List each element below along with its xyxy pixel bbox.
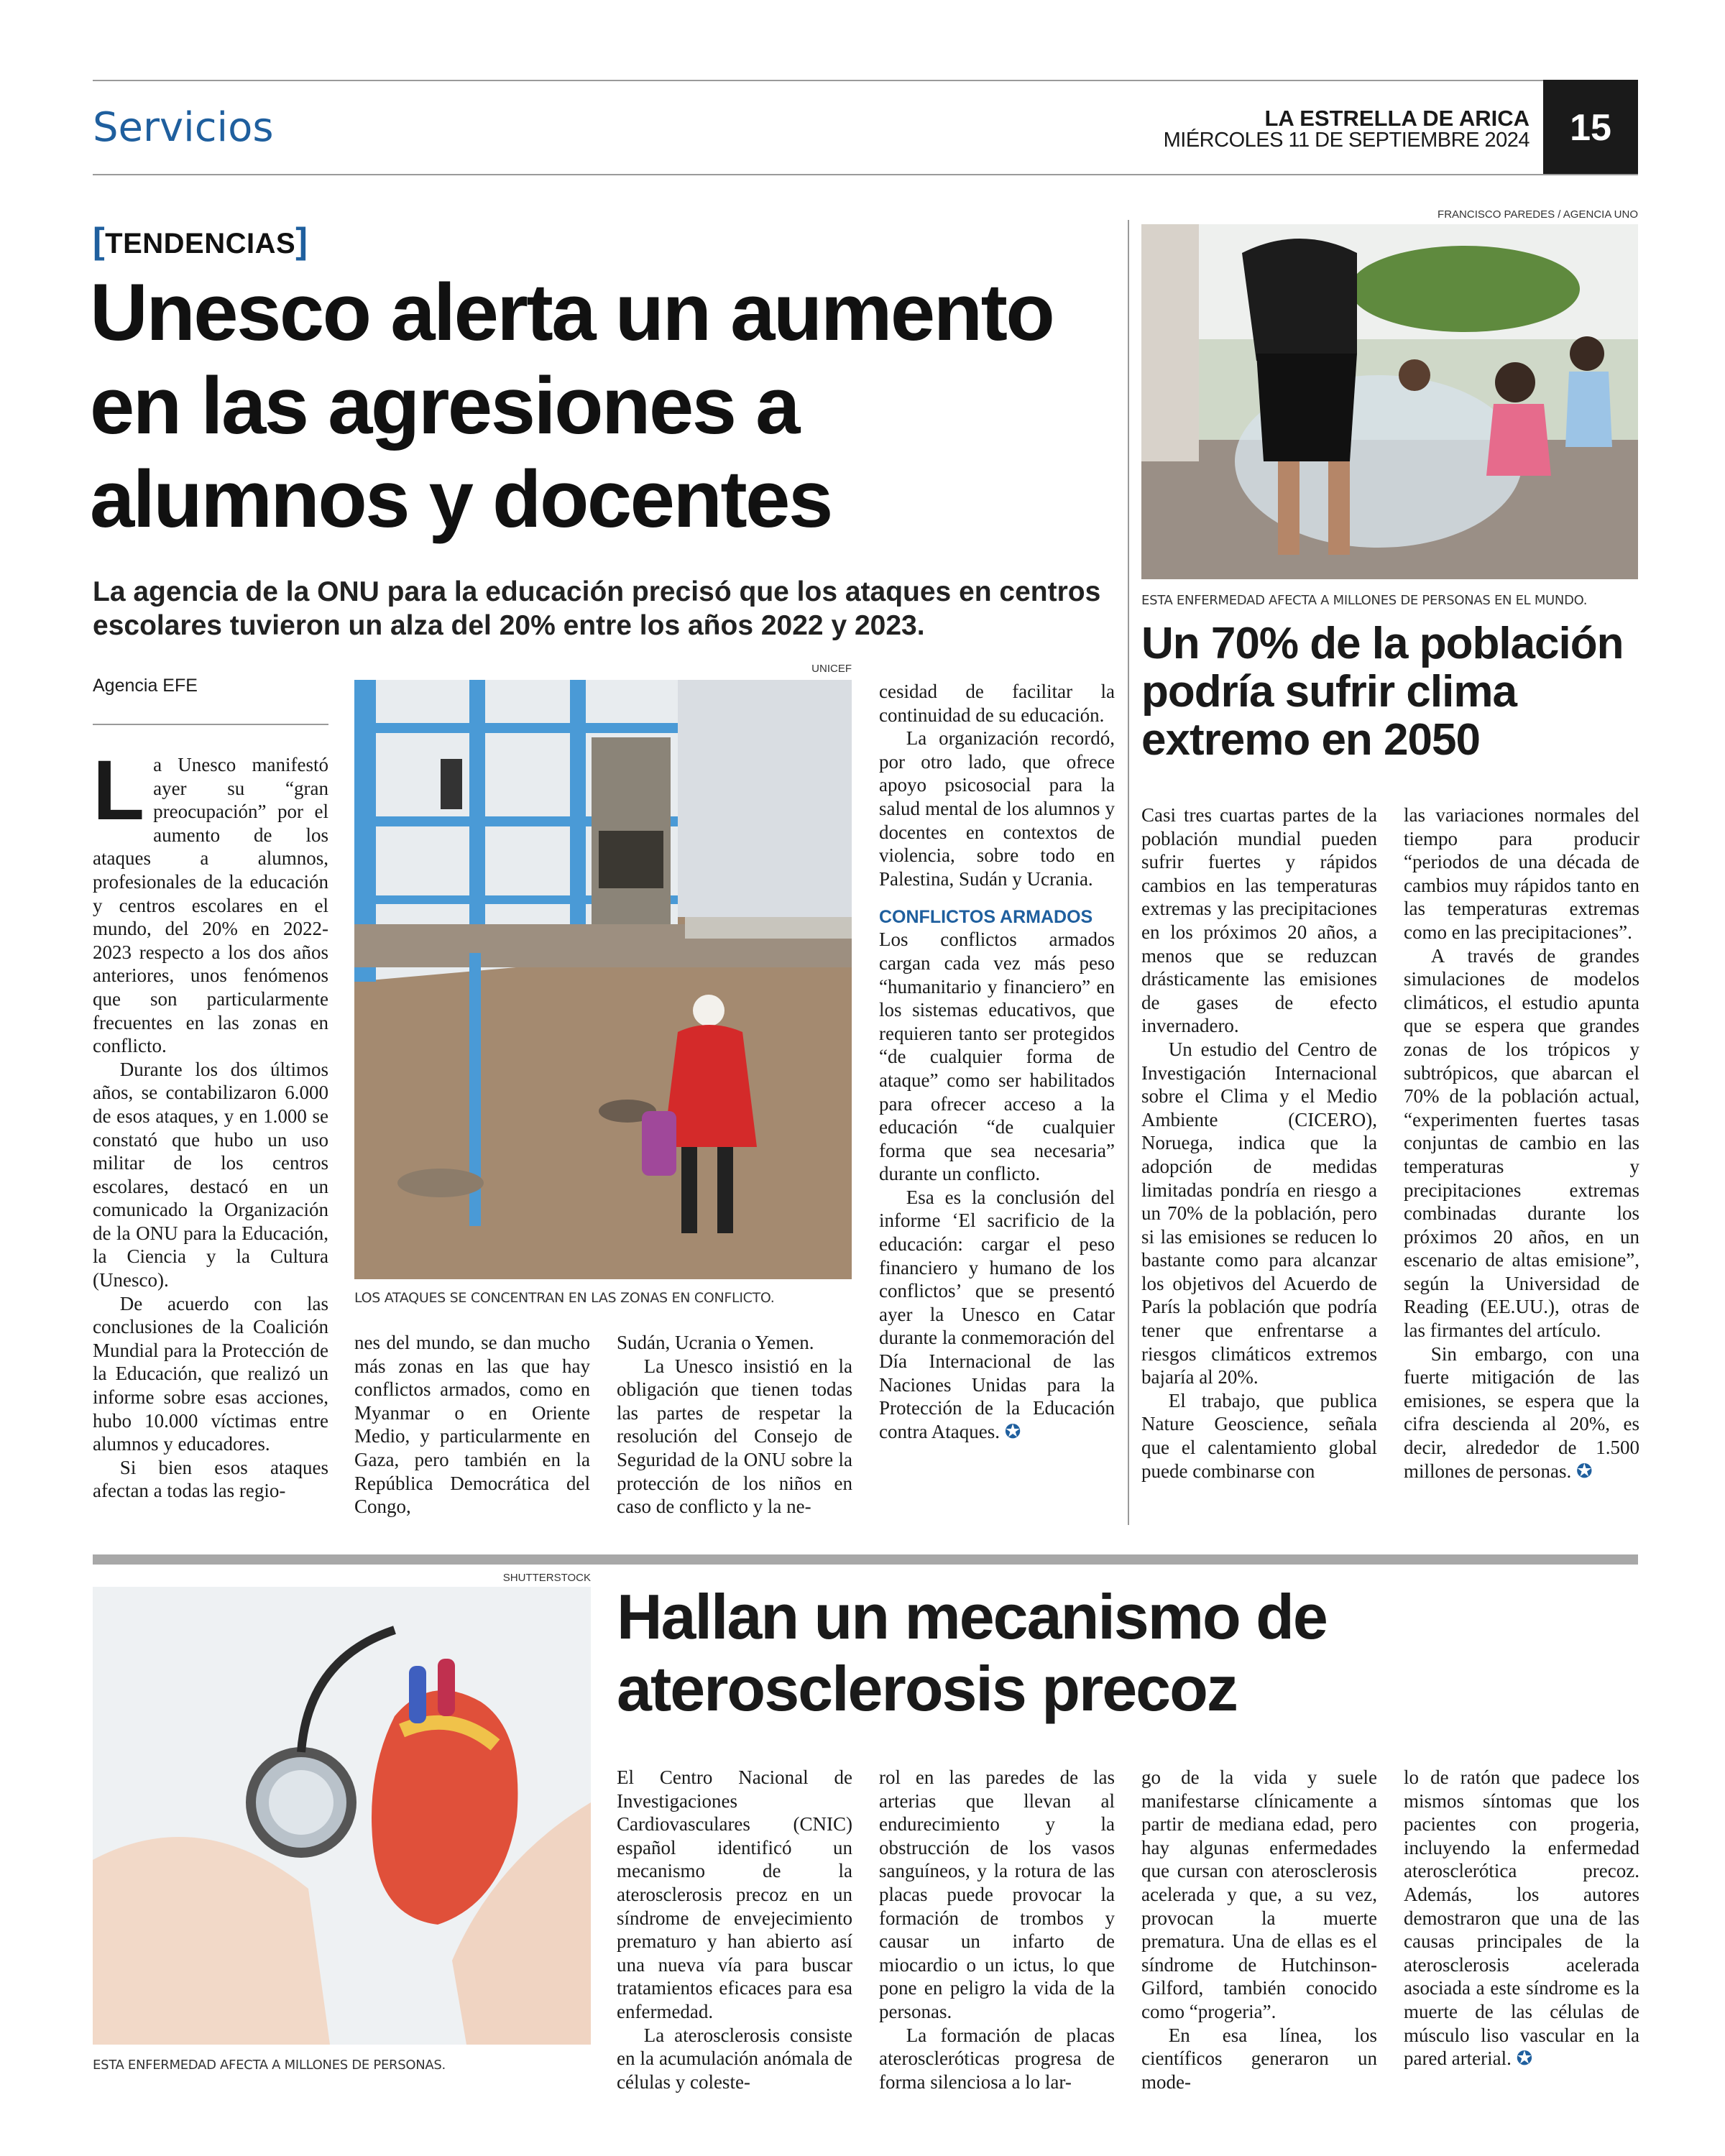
article2-column-2 [1404, 803, 1639, 1483]
article1-column-2 [354, 1331, 590, 1519]
masthead [1164, 108, 1530, 151]
paragraph: De acuerdo con las conclusiones de la Coalición Mundial para la Protección de la Educación, que realizó un informe sobre esas acciones, hubo 10.000 víctimas entre alumnos y educadores. [93, 1292, 328, 1455]
column-divider [1128, 220, 1129, 1525]
kicker: [TENDENCIAS] [93, 221, 308, 261]
paragraph: go de la vida y suele manifestarse clínicamente a partir de mediana edad, pero hay algunas enfermedades que cursan con aterosclerosis acelerada y que, a su vez, provocan la muerte prematura. Una de ellas es el síndrome de Hutchinson-Gilford, también conocido como “progeria”. [1141, 1766, 1377, 2022]
headline-line: Hallan un mecanismo de [617, 1581, 1327, 1652]
article3-column-3 [1141, 1766, 1377, 2093]
headline-line: extremo en 2050 [1141, 715, 1480, 765]
paragraph: La Unesco insistió en la obligación que tienen todas las partes de respetar la resolución del Consejo de Seguridad de la ONU sobre la protección de los niños en caso de conflicto y la ne- [617, 1355, 852, 1518]
subheading: CONFLICTOS ARMADOS [879, 907, 1093, 928]
paragraph: a Unesco manifestó ayer su “gran preocupación” por el aumento de los ataques a alumnos, profesionales de la educación y centros escolares en el mundo, del 20% en 2022-2023 respecto a los dos años anteriores, unos fenómenos que son particularmente frecuentes en las zonas en conflicto. [93, 754, 328, 1057]
article1-column-3 [617, 1331, 852, 1519]
photo-caption: ESTA ENFERMEDAD AFECTA A MILLONES DE PERSONAS. [93, 2058, 446, 2073]
deck: La agencia de la ONU para la educación precisó que los ataques en centros escolares tuvieron un alza del 20% entre los años 2022 y 2023. [93, 576, 1101, 641]
paragraph: Los conflictos armados cargan cada vez más peso “humanitario y financiero” en los sistemas educativos, que requieren tanto ser protegidos “de cualquier forma de ataque” como ser habilitados para ofrecer acceso a la educación “de cualquier forma que sea necesaria” durante un conflicto. [879, 929, 1115, 1185]
headline-line: podría sufrir clima [1141, 667, 1517, 717]
paragraph: Sin embargo, con una fuerte mitigación de las emisiones, se espera que la cifra descienda al 20%, es decir, alrededor de 1.500 millones de personas. [1404, 1342, 1639, 1482]
top-rule [93, 80, 1638, 81]
paragraph: las variaciones normales del tiempo para producir “periodos de una década de cambios muy rápidos tanto en las temperaturas extremas como en las precipitaciones”. [1404, 804, 1639, 943]
paragraph: En esa línea, los científicos generaron un mode- [1141, 2024, 1377, 2093]
byline: Agencia EFE [93, 676, 198, 696]
paragraph: lo de ratón que padece los mismos síntomas que los pacientes con progeria, incluyendo la enfermedad aterosclerótica precoz. Además, los autores demostraron que una de las causas principales de la aterosclerosis acelerada asociada a este síndrome es la muerte de las células de músculo liso vascular en la pared arterial. [1404, 1766, 1639, 2070]
photo-credit: SHUTTERSTOCK [502, 1572, 591, 1584]
newspaper-name: LA ESTRELLA DE ARICA [1264, 106, 1530, 131]
paragraph: Sudán, Ucrania o Yemen. [617, 1332, 814, 1353]
end-mark-icon: ✪ [1516, 2047, 1533, 2070]
headline [90, 266, 1053, 546]
byline-rule [93, 724, 328, 725]
paragraph: El Centro Nacional de Investigaciones Cardiovasculares (CNIC) español identificó un mecanismo de la aterosclerosis precoz en un síndrome de envejecimiento prematuro y han abierto así una nueva vía para buscar tratamientos eficaces para esa enfermedad. [617, 1766, 852, 2022]
headline-line: aterosclerosis precoz [617, 1653, 1237, 1724]
headline [617, 1581, 1327, 1725]
school-ruins-photo [354, 680, 852, 1279]
header-rule [93, 174, 1638, 175]
headline [1141, 619, 1623, 764]
photo-credit: FRANCISCO PAREDES / AGENCIA UNO [1438, 208, 1638, 221]
article3-column-4 [1404, 1766, 1639, 2071]
paragraph: Casi tres cuartas partes de la población mundial pueden sufrir fuertes y rápidos cambios en las temperaturas extremas y las precipitaciones en los próximos 20 años, a menos que se reduzcan drásticamente las emisiones de gases de efecto invernadero. [1141, 804, 1377, 1037]
headline-line: Un 70% de la población [1141, 619, 1624, 668]
headline-line: en las agresiones a [90, 361, 799, 451]
article2-column-1 [1141, 803, 1377, 1483]
article3-column-2 [879, 1766, 1115, 2093]
article1-column-1 [93, 743, 328, 1503]
drop-cap: L [93, 743, 145, 838]
headline-line: alumnos y docentes [90, 454, 832, 544]
paragraph: Esa es la conclusión del informe ‘El sacrificio de la educación: cargar el peso financiero y humano de los conflictos’ que se presentó ayer la Unesco en Catar durante la conmemoración del Día Internacional de las Naciones Unidas para la Protección de la Educación contra Ataques. [879, 1186, 1115, 1442]
end-mark-icon: ✪ [1004, 1420, 1021, 1443]
article1-column-4 [879, 680, 1115, 1444]
issue-date: MIÉRCOLES 11 DE SEPTIEMBRE 2024 [1163, 129, 1530, 152]
section-separator [93, 1554, 1638, 1565]
headline-line: Unesco alerta un aumento [90, 267, 1054, 357]
children-fountain-photo [1141, 224, 1638, 579]
paragraph: Si bien esos ataques afectan a todas las regio- [93, 1456, 328, 1502]
photo-credit: UNICEF [811, 663, 852, 675]
paragraph: Durante los dos últimos años, se contabilizaron 6.000 de esos ataques, y en 1.000 se constató que hubo un uso militar de los centros escolares, destacó en un comunicado la Organización de la ONU para la Educación, la Ciencia y la Cultura (Unesco). [93, 1058, 328, 1291]
article3-column-1 [617, 1766, 852, 2093]
paragraph: La organización recordó, por otro lado, que ofrece apoyo psicosocial para la salud mental de los alumnos y docentes en contextos de violencia, sobre todo en Palestina, Sudán y Ucrania. [879, 727, 1115, 890]
kicker-label: TENDENCIAS [105, 228, 296, 259]
paragraph: La formación de placas ateroscleróticas progresa de forma silenciosa a lo lar- [879, 2024, 1115, 2093]
page-number: 15 [1543, 80, 1638, 175]
section-title: Servicios [93, 104, 274, 151]
photo-caption: LOS ATAQUES SE CONCENTRAN EN LAS ZONAS EN CONFLICTO. [354, 1290, 775, 1306]
end-mark-icon: ✪ [1576, 1460, 1593, 1483]
photo-caption: ESTA ENFERMEDAD AFECTA A MILLONES DE PERSONAS EN EL MUNDO. [1141, 593, 1588, 608]
paragraph: nes del mundo, se dan mucho más zonas en las que hay conflictos armados, como en Myanmar o en Oriente Medio, y particularmente en Gaza, pero también en la República Democrática del Congo, [354, 1332, 590, 1518]
paragraph: A través de grandes simulaciones de modelos climáticos, el estudio apunta que se espera que grandes zonas de los trópicos y subtrópicos, que abarcan el 70% de la población actual, “experimenten fuertes tasas conjuntas de cambio en las temperaturas y precipitaciones extremas combinadas durante los próximos 20 años, en un escenario de altas emisione”, según la Universidad de Reading (EE.UU.), otras de las firmantes del artículo. [1404, 944, 1639, 1342]
paragraph: La aterosclerosis consiste en la acumulación anómala de células y coleste- [617, 2024, 852, 2093]
paragraph: rol en las paredes de las arterias que llevan al endurecimiento y la obstrucción de los vasos sanguíneos, y la rotura de las placas puede provocar la formación de trombos y causar un infarto de miocardio o un ictus, lo que pone en peligro la vida de la personas. [879, 1766, 1115, 2022]
heart-stethoscope-photo [93, 1587, 591, 2045]
paragraph: Un estudio del Centro de Investigación Internacional sobre el Clima y el Medio Ambiente (CICERO), Noruega, indica que la adopción de medidas limitadas pondría en riesgo a un 70% de la población, pero si las emisiones se reducen lo bastante como para alcanzar los objetivos del Acuerdo de París la población que podría tener que enfrentarse a riesgos climáticos extremos bajaría al 20%. [1141, 1038, 1377, 1388]
paragraph: cesidad de facilitar la continuidad de su educación. [879, 681, 1115, 726]
paragraph: El trabajo, que publica Nature Geoscience, señala que el calentamiento global puede combinarse con [1141, 1389, 1377, 1482]
